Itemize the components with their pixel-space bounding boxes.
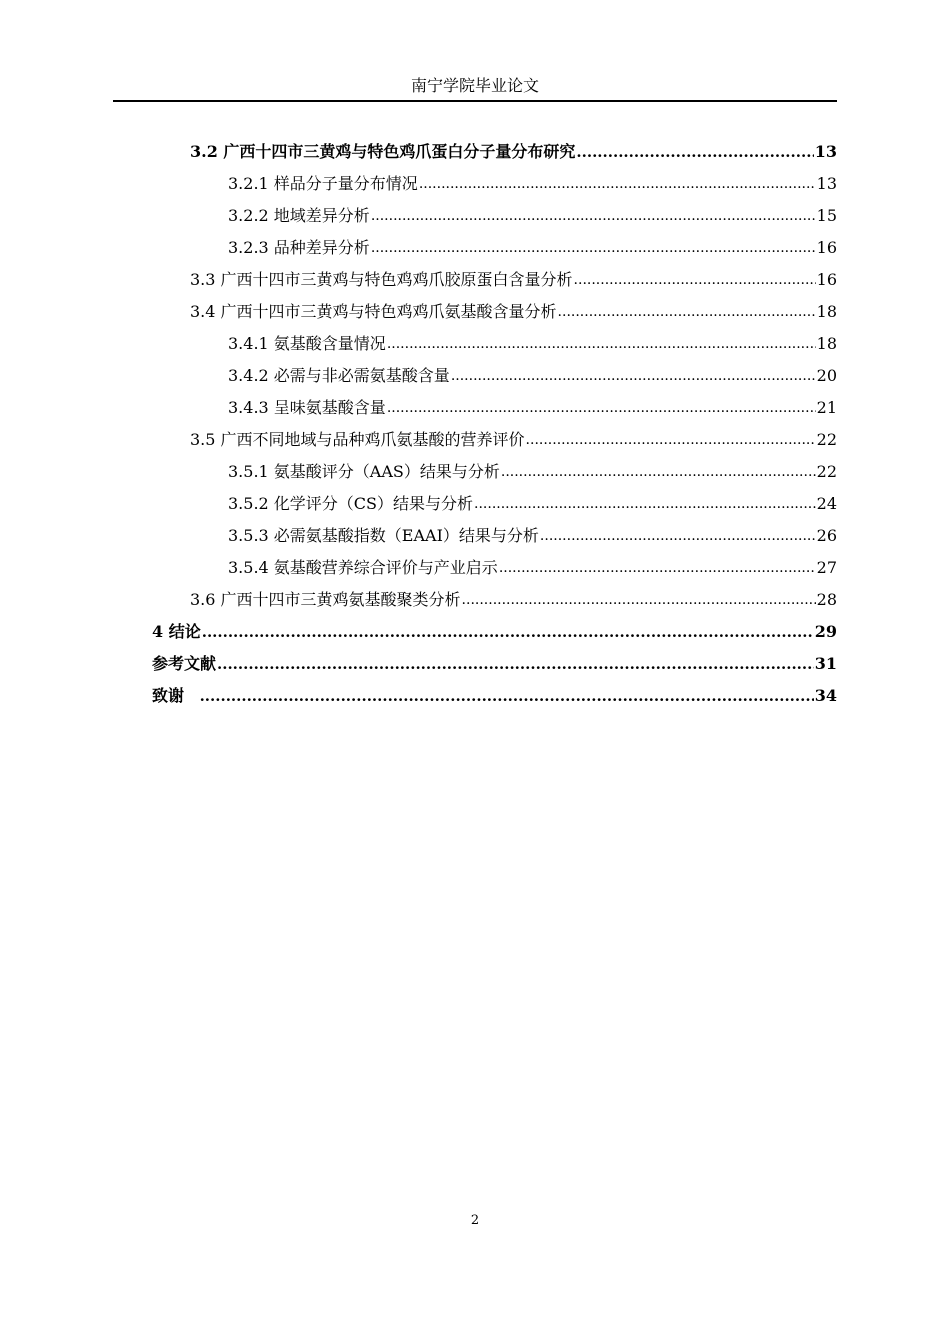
toc-dot-leader <box>499 557 816 579</box>
toc-entry-page: 21 <box>816 398 837 417</box>
toc-entry-label: 3.5.3 必需氨基酸指数（EAAI）结果与分析 <box>228 526 539 545</box>
toc-entry-page: 31 <box>814 654 837 673</box>
toc-entry-3-4[interactable] <box>190 301 837 323</box>
toc-entry-3-2-2[interactable] <box>228 205 837 227</box>
toc-entry-label: 3.4.3 呈味氨基酸含量 <box>228 398 386 417</box>
toc-dot-leader <box>200 685 814 707</box>
page-header-title: 南宁学院毕业论文 <box>410 76 539 95</box>
toc-entry-label: 3.4.2 必需与非必需氨基酸含量 <box>228 366 450 385</box>
toc-entry-page: 16 <box>816 270 837 289</box>
toc-dot-leader <box>540 525 816 547</box>
toc-dot-leader <box>387 397 816 419</box>
header-divider <box>113 100 837 102</box>
toc-dot-leader <box>558 301 816 323</box>
toc-dot-leader <box>462 589 816 611</box>
toc-entry-label: 3.2.3 品种差异分析 <box>228 238 370 257</box>
toc-entry-label: 3.3 广西十四市三黄鸡与特色鸡鸡爪胶原蛋白含量分析 <box>190 270 573 289</box>
toc-dot-leader <box>451 365 816 387</box>
toc-entry-page: 13 <box>816 174 837 193</box>
toc-entry-page: 27 <box>816 558 837 577</box>
toc-dot-leader <box>474 493 816 515</box>
toc-entry-3-5-3[interactable] <box>228 525 837 547</box>
toc-entry-label: 3.5.2 化学评分（CS）结果与分析 <box>228 494 474 513</box>
toc-entry-3-2-3[interactable] <box>228 237 837 259</box>
toc-entry-acknowledgements[interactable] <box>152 685 837 707</box>
toc-entry-3-4-3[interactable] <box>228 397 837 419</box>
toc-entry-page: 26 <box>816 526 837 545</box>
toc-dot-leader <box>371 205 816 227</box>
toc-entry-3-5[interactable] <box>190 429 837 451</box>
toc-entry-3-5-1[interactable] <box>228 461 837 483</box>
toc-entry-label: 3.4.1 氨基酸含量情况 <box>228 334 386 353</box>
toc-entry-label: 3.2 广西十四市三黄鸡与特色鸡爪蛋白分子量分布研究 <box>190 142 576 161</box>
toc-entry-page: 34 <box>814 686 837 705</box>
toc-dot-leader <box>371 237 816 259</box>
toc-entry-page: 16 <box>816 238 837 257</box>
toc-dot-leader <box>387 333 816 355</box>
toc-entry-references[interactable] <box>152 653 837 675</box>
toc-entry-label: 3.2.2 地域差异分析 <box>228 206 370 225</box>
toc-entry-page: 20 <box>816 366 837 385</box>
toc-entry-label: 致谢 <box>152 686 190 705</box>
toc-dot-leader <box>217 653 814 675</box>
toc-dot-leader <box>419 173 816 195</box>
toc-entry-3-4-2[interactable] <box>228 365 837 387</box>
toc-entry-page: 22 <box>816 430 837 449</box>
toc-entry-label: 3.5.4 氨基酸营养综合评价与产业启示 <box>228 558 498 577</box>
toc-entry-page: 18 <box>816 302 837 321</box>
toc-entry-3-2-1[interactable] <box>228 173 837 195</box>
toc-entry-page: 22 <box>816 462 837 481</box>
toc-entry-label: 3.5.1 氨基酸评分（AAS）结果与分析 <box>228 462 500 481</box>
toc-entry-page: 15 <box>816 206 837 225</box>
toc-entry-label: 3.5 广西不同地域与品种鸡爪氨基酸的营养评价 <box>190 430 525 449</box>
toc-entry-label: 3.4 广西十四市三黄鸡与特色鸡鸡爪氨基酸含量分析 <box>190 302 557 321</box>
toc-dot-leader <box>526 429 816 451</box>
toc-entry-label: 4 结论 <box>152 622 201 641</box>
toc-entry-3-4-1[interactable] <box>228 333 837 355</box>
toc-entry-label: 3.2.1 样品分子量分布情况 <box>228 174 418 193</box>
toc-dot-leader <box>576 141 813 163</box>
toc-entry-label: 3.6 广西十四市三黄鸡氨基酸聚类分析 <box>190 590 461 609</box>
toc-entry-3-3[interactable] <box>190 269 837 291</box>
toc-entry-3-2[interactable] <box>190 141 837 163</box>
toc-entry-4-conclusion[interactable] <box>152 621 837 643</box>
toc-dot-leader <box>501 461 816 483</box>
toc-entry-3-6[interactable] <box>190 589 837 611</box>
toc-entry-page: 28 <box>816 590 837 609</box>
toc-dot-leader <box>202 621 814 643</box>
toc-entry-3-5-2[interactable] <box>228 493 837 515</box>
toc-entry-page: 18 <box>816 334 837 353</box>
toc-entry-page: 29 <box>814 622 837 641</box>
toc-entry-page: 13 <box>814 142 837 161</box>
page-number: 2 <box>470 1213 480 1228</box>
toc-entry-page: 24 <box>816 494 837 513</box>
toc-dot-leader <box>574 269 816 291</box>
toc-entry-3-5-4[interactable] <box>228 557 837 579</box>
toc-entry-label: 参考文献 <box>152 654 217 673</box>
